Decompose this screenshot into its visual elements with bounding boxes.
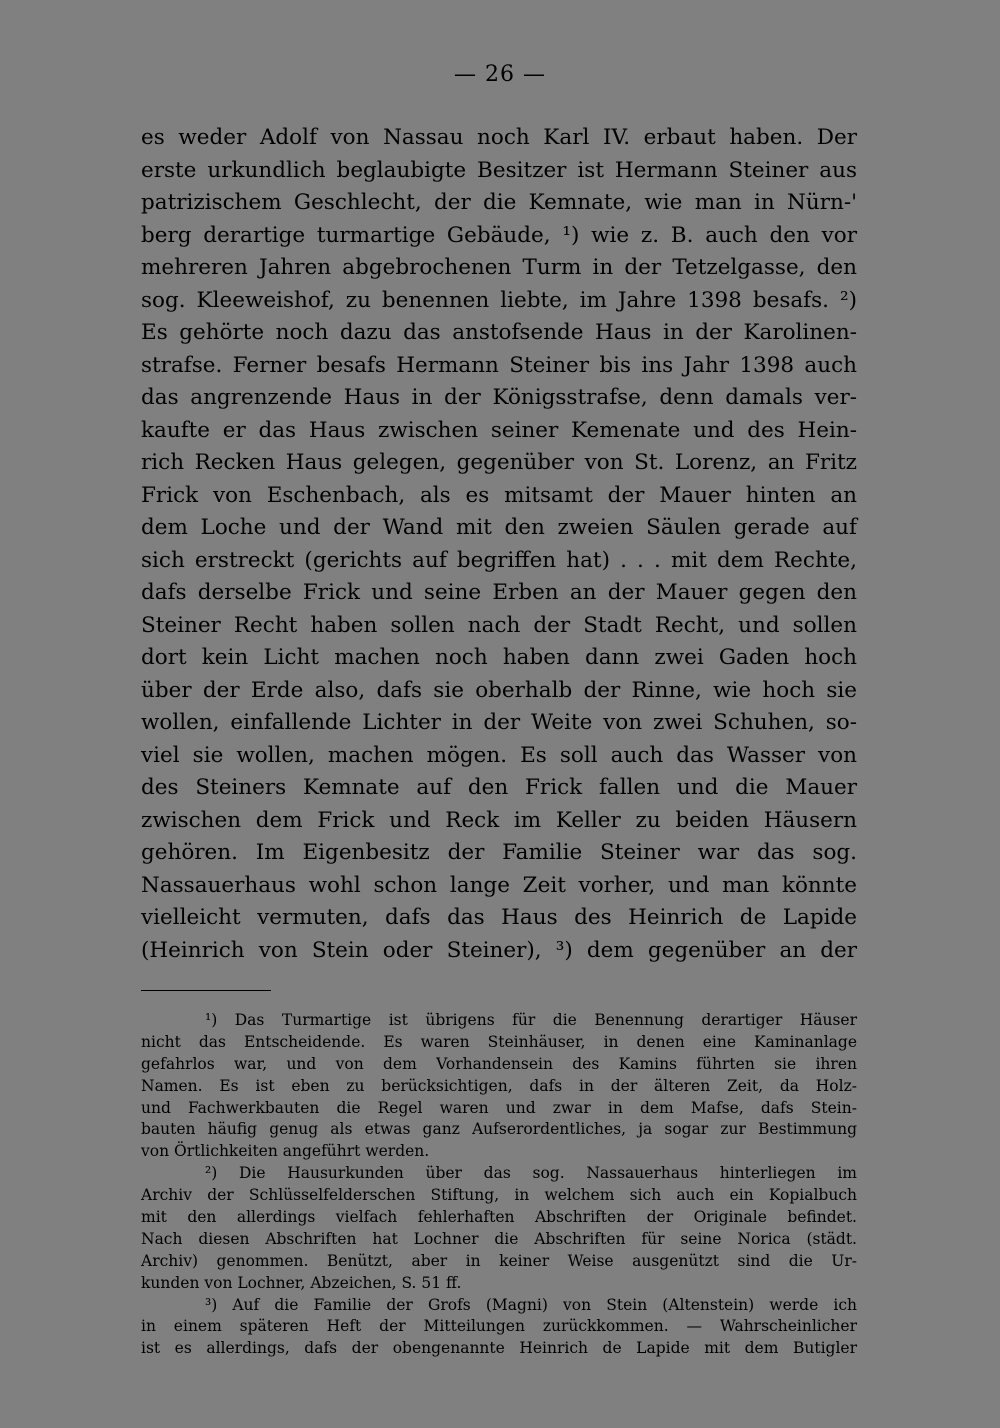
- body-line: sich erstreckt (gerichts auf begriffen hat) . . . mit dem Rechte,: [141, 547, 857, 573]
- body-line: berg derartige turmartige Gebäude, ¹) wie z. B. auch den vor: [141, 222, 857, 248]
- footnote-line: Namen. Es ist eben zu berücksichtigen, dafs in der älteren Zeit, da Holz-: [141, 1076, 857, 1095]
- footnote-line: kunden von Lochner, Abzeichen, S. 51 ff.: [141, 1273, 462, 1292]
- body-line: vielleicht vermuten, dafs das Haus des Heinrich de Lapide: [141, 905, 857, 930]
- body-line: es weder Adolf von Nassau noch Karl IV. erbaut haben. Der: [141, 125, 857, 150]
- body-line: sog. Kleeweishof, zu benennen liebte, im Jahre 1398 besafs. ²): [141, 287, 857, 313]
- body-line: dem Loche und der Wand mit den zweien Säulen gerade auf: [141, 515, 857, 540]
- footnote-line: Archiv der Schlüsselfelderschen Stiftung, in welchem sich auch ein Kopialbuch: [141, 1186, 857, 1205]
- body-line: das angrenzende Haus in der Königsstrafse, denn damals ver-: [141, 385, 857, 410]
- body-line: erste urkundlich beglaubigte Besitzer ist Hermann Steiner aus: [141, 157, 857, 183]
- body-line: Frick von Eschenbach, als es mitsamt der Mauer hinten an: [141, 482, 857, 508]
- footnote-line: in einem späteren Heft der Mitteilungen zurückkommen. — Wahrscheinlicher: [141, 1317, 857, 1336]
- body-line: gehören. Im Eigenbesitz der Familie Steiner war das sog.: [141, 840, 857, 865]
- body-text: [141, 122, 857, 967]
- footnote-line: von Örtlichkeiten angeführt werden.: [141, 1142, 430, 1161]
- footnote-line: nicht das Entscheidende. Es waren Steinhäuser, in denen eine Kaminanlage: [141, 1032, 857, 1051]
- footnote-line: Nach diesen Abschriften hat Lochner die Abschriften für seine Norica (städt.: [141, 1229, 857, 1248]
- footnotes: [141, 1010, 857, 1360]
- footnote-line: ³) Auf die Familie der Grofs (Magni) von Stein (Altenstein) werde ich: [205, 1295, 857, 1314]
- body-line: dafs derselbe Frick und seine Erben an der Mauer gegen den: [141, 580, 857, 605]
- footnote-line: bauten häufig genug als etwas ganz Aufserordentliches, ja sogar zur Bestimmung: [141, 1120, 857, 1139]
- footnote-line: ist es allerdings, dafs der obengenannte Heinrich de Lapide mit dem Butigler: [141, 1339, 857, 1358]
- footnote-line: und Fachwerkbauten die Regel waren und zwar in dem Mafse, dafs Stein-: [141, 1098, 857, 1117]
- footnote-line: mit den allerdings vielfach fehlerhaften Abschriften der Originale befindet.: [141, 1208, 857, 1227]
- footnote-divider: [141, 990, 271, 991]
- footnote-line: ²) Die Hausurkunden über das sog. Nassauerhaus hinterliegen im: [205, 1164, 857, 1183]
- body-line: patrizischem Geschlecht, der die Kemnate, wie man in Nürn-': [141, 190, 857, 215]
- page-number: — 26 —: [454, 62, 546, 87]
- body-line: Es gehörte noch dazu das anstofsende Haus in der Karolinen-: [141, 320, 857, 345]
- body-line: (Heinrich von Stein oder Steiner), ³) dem gegenüber an der: [141, 937, 857, 963]
- body-line: dort kein Licht machen noch haben dann zwei Gaden hoch: [141, 645, 857, 670]
- body-line: Nassauerhaus wohl schon lange Zeit vorher, und man könnte: [141, 872, 857, 898]
- body-line: wollen, einfallende Lichter in der Weite von zwei Schuhen, so-: [141, 710, 857, 735]
- body-line: Steiner Recht haben sollen nach der Stadt Recht, und sollen: [141, 612, 857, 638]
- body-line: kaufte er das Haus zwischen seiner Kemenate und des Hein-: [141, 417, 857, 443]
- body-line: viel sie wollen, machen mögen. Es soll auch das Wasser von: [141, 742, 857, 768]
- body-line: strafse. Ferner besafs Hermann Steiner bis ins Jahr 1398 auch: [141, 352, 857, 378]
- footnote-line: ¹) Das Turmartige ist übrigens für die Benennung derartiger Häuser: [205, 1011, 857, 1029]
- footnote-line: gefahrlos war, und von dem Vorhandensein des Kamins führten sie ihren: [141, 1054, 857, 1073]
- body-line: rich Recken Haus gelegen, gegenüber von St. Lorenz, an Fritz: [141, 450, 857, 475]
- body-line: zwischen dem Frick und Reck im Keller zu beiden Häusern: [141, 807, 857, 833]
- body-line: des Steiners Kemnate auf den Frick fallen und die Mauer: [141, 775, 857, 800]
- body-line: mehreren Jahren abgebrochenen Turm in der Tetzelgasse, den: [141, 255, 857, 280]
- body-line: über der Erde also, dafs sie oberhalb der Rinne, wie hoch sie: [141, 677, 857, 703]
- footnote-line: Archiv) genommen. Benützt, aber in keiner Weise ausgenützt sind die Ur-: [141, 1251, 857, 1270]
